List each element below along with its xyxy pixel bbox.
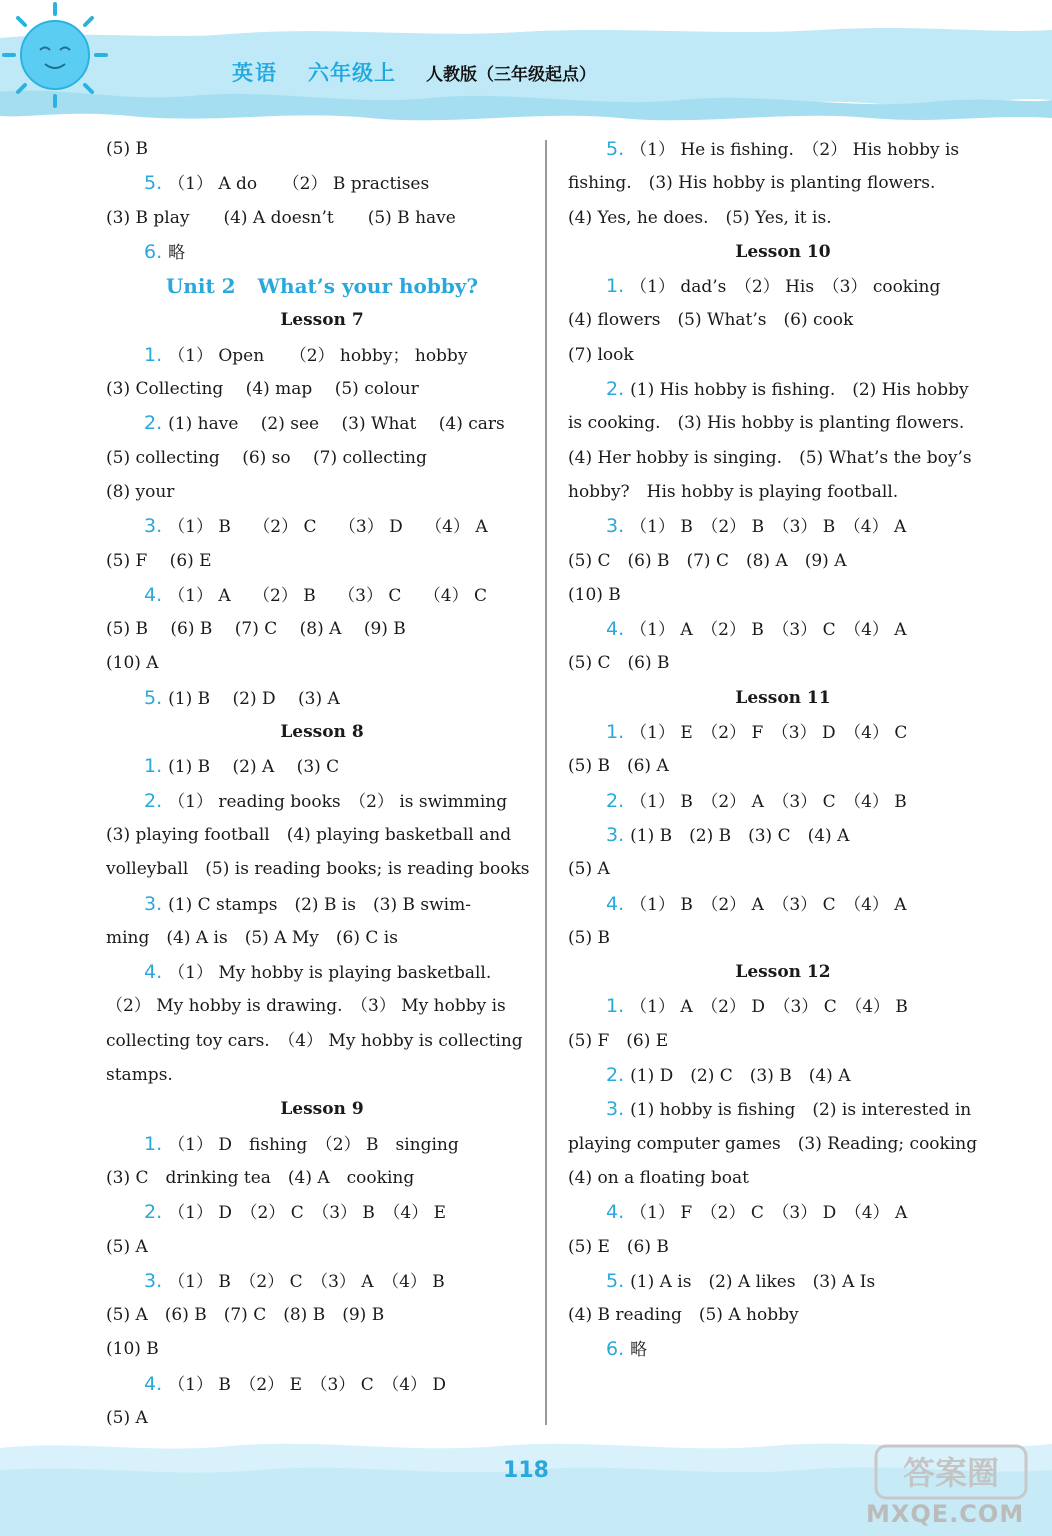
answer-line <box>106 1024 538 1058</box>
answer-line <box>106 887 538 921</box>
answer-text: （2） My hobby is drawing. （3） My hobby is <box>106 996 506 1017</box>
unit-name: What’s your hobby? <box>257 274 479 299</box>
answer-line <box>568 1230 998 1264</box>
answer-text: (4) on a floating boat <box>568 1167 749 1188</box>
question-number: 4. <box>144 583 163 606</box>
question-number: 2. <box>606 1064 625 1087</box>
answer-line <box>568 852 998 886</box>
answer-text: (5) F (6) E <box>568 1030 669 1051</box>
answer-text: (5) A <box>106 1407 148 1428</box>
answer-text: （1） A （2） D （3） C （4） B <box>630 997 908 1018</box>
question-number: 2. <box>606 378 625 401</box>
answer-text: (5) A <box>568 859 610 880</box>
answer-text: (1) B (2) B (3) C (4) A <box>630 825 850 846</box>
answer-line <box>106 166 538 200</box>
answer-line <box>106 749 538 783</box>
answer-text: (1) His hobby is fishing. (2) His hobby <box>630 380 969 401</box>
answer-line <box>568 166 998 200</box>
answer-line <box>568 1127 998 1161</box>
answer-line <box>568 406 998 440</box>
question-number: 1. <box>606 721 625 744</box>
page-header <box>0 0 1052 135</box>
answer-text: （1） dad’s （2） His （3） cooking <box>630 277 941 298</box>
lesson-heading: Lesson 12 <box>735 962 831 983</box>
lesson-heading: Lesson 8 <box>280 722 364 743</box>
page-number: 118 <box>503 1458 549 1483</box>
answer-line <box>568 1058 998 1092</box>
answer-text: (10) A <box>106 653 159 674</box>
answer-line <box>106 1230 538 1264</box>
answer-text: collecting toy cars. （4） My hobby is collecting <box>106 1030 523 1051</box>
answer-text: hobby? His hobby is playing football. <box>568 481 899 502</box>
answer-line <box>568 1161 998 1195</box>
answer-line <box>568 338 998 372</box>
answer-line <box>106 1298 538 1332</box>
question-number: 4. <box>606 892 625 915</box>
answer-line <box>568 989 998 1023</box>
answer-text: (10) B <box>568 584 621 605</box>
subject-label: 英语 <box>232 61 278 85</box>
answer-text: (5) B <box>568 927 610 948</box>
question-number: 6. <box>606 1338 625 1361</box>
answer-text: 略 <box>168 242 186 263</box>
answer-text: (5) A <box>106 1236 148 1257</box>
answer-text: (5) F (6) E <box>106 550 212 571</box>
answer-line <box>106 475 538 509</box>
answer-line <box>568 269 998 303</box>
question-number: 5. <box>144 686 163 709</box>
answer-line <box>106 1195 538 1229</box>
answer-line <box>106 578 538 612</box>
question-number: 1. <box>144 1132 163 1155</box>
answer-text: （1） He is fishing. （2） His hobby is <box>630 140 960 160</box>
answer-line <box>568 646 998 680</box>
answer-text: (8) your <box>106 481 175 502</box>
answer-line <box>568 1298 998 1332</box>
svg-text:答案圈: 答案圈 <box>902 1454 1000 1492</box>
answer-text: (5) collecting (6) so (7) collecting <box>106 447 427 468</box>
answer-line <box>568 475 998 509</box>
question-number: 2. <box>144 412 163 435</box>
answer-text: （1） E （2） F （3） D （4） C <box>630 723 908 744</box>
answer-text: volleyball (5) is reading books; is reading books <box>106 859 530 880</box>
answer-line <box>106 818 538 852</box>
answer-text: (1) C stamps (2) B is (3) B swim- <box>168 894 471 915</box>
answer-text: （1） D （2） C （3） B （4） E <box>168 1203 447 1224</box>
question-number: 1. <box>144 755 163 778</box>
answer-text: (5) C (6) B <box>568 653 670 674</box>
answer-text: （1） B （2） B （3） B （4） A <box>630 517 907 538</box>
answer-text: （1） reading books （2） is swimming <box>168 791 508 812</box>
answer-text: （1） Open （2） hobby； hobby <box>168 345 468 366</box>
answer-line <box>106 681 538 715</box>
answer-text: (5) B <box>106 139 148 159</box>
answer-line <box>568 1024 998 1058</box>
answer-line <box>568 818 998 852</box>
unit-number: Unit 2 <box>165 274 236 299</box>
question-number: 1. <box>144 343 163 366</box>
answer-text: (5) E (6) B <box>568 1236 669 1257</box>
question-number: 2. <box>606 789 625 812</box>
answer-text: playing computer games (3) Reading; cooking <box>568 1133 978 1154</box>
answer-text: (4) Yes, he does. (5) Yes, it is. <box>568 207 832 228</box>
answer-line <box>568 544 998 578</box>
answer-line <box>568 441 998 475</box>
answer-line <box>568 372 998 406</box>
question-number: 1. <box>606 275 625 298</box>
answer-text: （1） A do （2） B practises <box>168 174 430 195</box>
answer-line <box>568 303 998 337</box>
answer-text: (3) Collecting (4) map (5) colour <box>106 379 419 400</box>
question-number: 4. <box>144 1372 163 1395</box>
answer-line <box>106 441 538 475</box>
question-number: 4. <box>606 1201 625 1224</box>
answer-text: (7) look <box>568 344 634 365</box>
answer-text: (4) B reading (5) A hobby <box>568 1305 799 1326</box>
answer-text: (3) C drinking tea (4) A cooking <box>106 1167 415 1188</box>
answer-text: is cooking. (3) His hobby is planting flowers. <box>568 413 965 434</box>
question-number: 4. <box>606 618 625 641</box>
right-column <box>568 132 998 1367</box>
answer-text: （1） B （2） A （3） C （4） A <box>630 894 907 915</box>
answer-line <box>568 887 998 921</box>
answer-line <box>106 509 538 543</box>
question-number: 3. <box>144 892 163 915</box>
answer-line <box>106 1127 538 1161</box>
answer-text: (5) B (6) B (7) C (8) A (9) B <box>106 619 406 640</box>
answer-line <box>106 646 538 680</box>
answer-text: （1） D fishing （2） B singing <box>168 1134 459 1155</box>
answer-text: (3) B play (4) A doesn’t (5) B have <box>106 207 456 228</box>
sun-icon <box>0 0 110 110</box>
answer-line <box>106 338 538 372</box>
answer-text: fishing. (3) His hobby is planting flowers. <box>568 173 936 194</box>
answer-line <box>568 578 998 612</box>
question-number: 3. <box>144 515 163 538</box>
answer-line <box>568 784 998 818</box>
answer-line <box>106 201 538 235</box>
answer-text: （1） B （2） C （3） A （4） B <box>168 1271 445 1292</box>
answer-line <box>106 921 538 955</box>
answer-line <box>106 132 538 166</box>
answer-line <box>106 612 538 646</box>
answer-line <box>106 544 538 578</box>
answer-line <box>568 1332 998 1366</box>
answer-line <box>106 406 538 440</box>
answer-line <box>568 1264 998 1298</box>
answer-text: (1) B (2) A (3) C <box>168 757 340 778</box>
lesson-heading: Lesson 11 <box>735 687 831 708</box>
answer-text: stamps. <box>106 1065 173 1086</box>
answer-text: (3) playing football (4) playing basketball and <box>106 824 512 845</box>
question-number: 3. <box>144 1269 163 1292</box>
answer-text: （1） B （2） E （3） C （4） D <box>168 1374 447 1395</box>
answer-line <box>568 132 998 166</box>
left-column <box>106 132 538 1435</box>
question-number: 5. <box>606 1269 625 1292</box>
answer-line <box>568 201 998 235</box>
answer-text: (1) B (2) D (3) A <box>168 688 340 709</box>
answer-line <box>106 235 538 269</box>
question-number: 6. <box>144 240 163 263</box>
answer-line <box>568 612 998 646</box>
question-number: 2. <box>144 789 163 812</box>
answer-text: (5) A (6) B (7) C (8) B (9) B <box>106 1305 385 1326</box>
answer-text: （1） B （2） C （3） D （4） A <box>168 517 488 538</box>
answer-text: (4) Her hobby is singing. (5) What’s the boy’s <box>568 447 972 468</box>
answer-text: ming (4) A is (5) A My (6) C is <box>106 927 398 948</box>
answer-line <box>106 372 538 406</box>
answer-text: (1) hobby is fishing (2) is interested in <box>630 1100 972 1121</box>
question-number: 3. <box>606 823 625 846</box>
lesson-heading: Lesson 10 <box>735 241 831 262</box>
question-number: 3. <box>606 515 625 538</box>
book-title <box>232 55 596 89</box>
question-number: 2. <box>144 1201 163 1224</box>
answer-text: (1) D (2) C (3) B (4) A <box>630 1066 851 1087</box>
lesson-heading: Lesson 7 <box>280 310 364 331</box>
question-number: 5. <box>144 172 163 195</box>
answer-text: 略 <box>630 1340 648 1361</box>
answer-line <box>106 1264 538 1298</box>
answer-line <box>568 509 998 543</box>
watermark-url: MXQE.COM <box>866 1500 1025 1528</box>
question-number: 5. <box>606 138 625 160</box>
question-number: 1. <box>606 995 625 1018</box>
grade-label: 六年级上 <box>308 61 396 85</box>
answer-text: (1) A is (2) A likes (3) A Is <box>630 1271 876 1292</box>
answer-text: (4) flowers (5) What’s (6) cook <box>568 310 854 331</box>
edition-label: 人教版（三年级起点） <box>426 64 596 85</box>
lesson-heading: Lesson 9 <box>280 1099 364 1120</box>
answer-line <box>106 1161 538 1195</box>
answer-line <box>568 1195 998 1229</box>
answer-line <box>106 989 538 1023</box>
answer-text: （1） A （2） B （3） C （4） C <box>168 585 488 606</box>
answer-text: (1) have (2) see (3) What (4) cars <box>168 414 505 435</box>
answer-line <box>106 955 538 989</box>
answer-line <box>106 1367 538 1401</box>
question-number: 3. <box>606 1098 625 1121</box>
answer-line <box>568 921 998 955</box>
answer-line <box>106 1058 538 1092</box>
answer-line <box>106 852 538 886</box>
answer-line <box>568 749 998 783</box>
answer-line <box>106 1332 538 1366</box>
answer-text: （1） A （2） B （3） C （4） A <box>630 620 907 641</box>
answer-line <box>568 715 998 749</box>
answer-line <box>568 1092 998 1126</box>
answer-text: (5) C (6) B (7) C (8) A (9) A <box>568 550 847 571</box>
answer-text: （1） F （2） C （3） D （4） A <box>630 1203 908 1224</box>
answer-text: （1） My hobby is playing basketball. <box>168 963 492 984</box>
answer-line <box>106 784 538 818</box>
column-divider <box>545 140 547 1425</box>
answer-text: (5) B (6) A <box>568 756 669 777</box>
answer-text: （1） B （2） A （3） C （4） B <box>630 791 907 812</box>
answer-text: (10) B <box>106 1339 159 1360</box>
unit-title <box>106 269 538 303</box>
question-number: 4. <box>144 961 163 984</box>
